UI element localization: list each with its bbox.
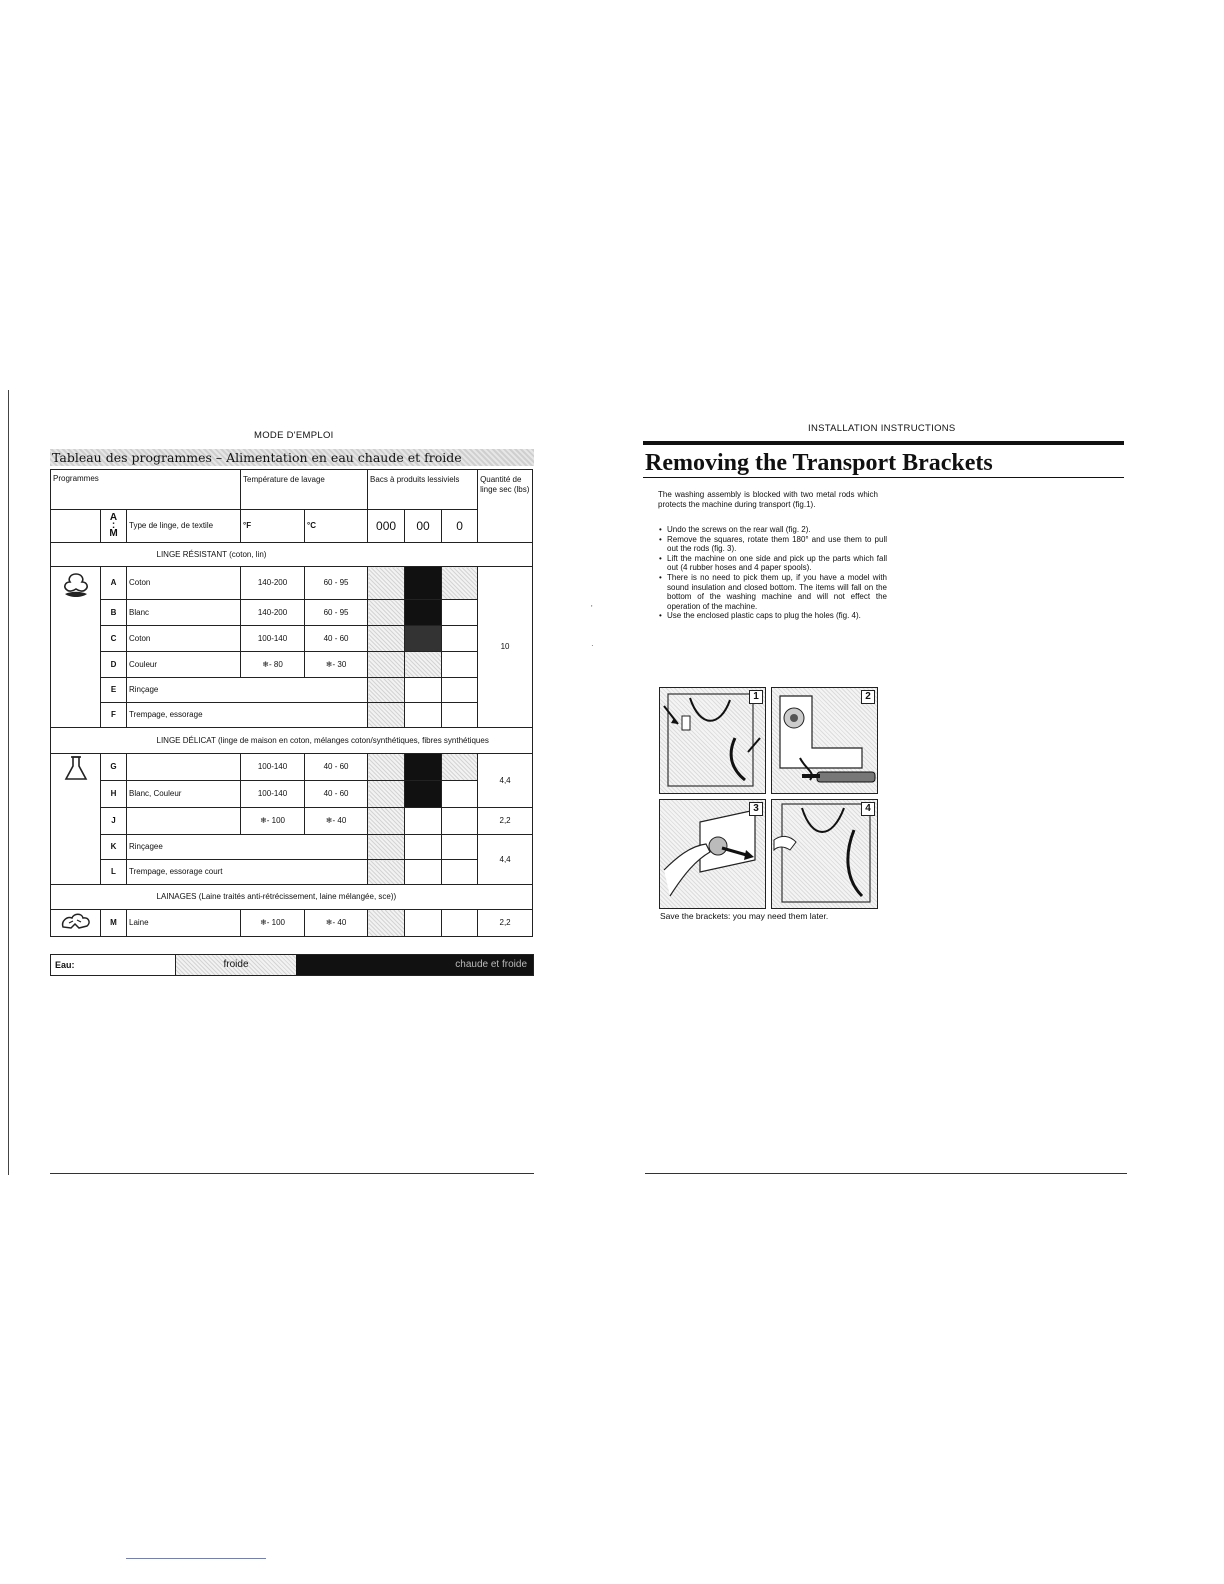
temp-c-h: 40 - 60 — [305, 781, 368, 808]
figure-number: 4 — [861, 802, 875, 816]
bac2-k — [405, 835, 442, 860]
temp-c-c: 40 - 60 — [305, 626, 368, 652]
bac3-k — [442, 835, 478, 860]
bac1-b — [368, 600, 405, 626]
scan-speck: ' — [591, 604, 593, 613]
right-page-header: INSTALLATION INSTRUCTIONS — [808, 423, 956, 434]
type-a: Coton — [127, 567, 241, 600]
bac2-e — [405, 678, 442, 703]
bac2-a — [405, 567, 442, 600]
figure-number: 1 — [749, 690, 763, 704]
bac1-j — [368, 808, 405, 835]
program-letter-d: D — [101, 652, 127, 678]
temp-c-g: 40 - 60 — [305, 754, 368, 781]
wool-icon — [51, 910, 101, 937]
type-g — [127, 754, 241, 781]
type-e: Rinçage — [127, 678, 368, 703]
bac1-c — [368, 626, 405, 652]
temp-f-a: 140-200 — [241, 567, 305, 600]
header-bac-2: 00 — [405, 510, 442, 543]
bac3-m — [442, 910, 478, 937]
left-bottom-rule — [50, 1173, 534, 1174]
header-temperature: Température de lavage — [241, 470, 368, 510]
right-bottom-rule — [645, 1173, 1127, 1174]
bac2-c — [405, 626, 442, 652]
temp-f-c: 100-140 — [241, 626, 305, 652]
quantity-j: 2,2 — [478, 808, 533, 835]
range-bottom: M — [109, 528, 118, 539]
temp-f-g: 100-140 — [241, 754, 305, 781]
temp-c-d: ❄- 30 — [305, 652, 368, 678]
figure-4 — [771, 799, 878, 909]
range-mid: : — [111, 520, 116, 531]
program-letter-k: K — [101, 835, 127, 860]
bac2-m — [405, 910, 442, 937]
program-letter-m: M — [101, 910, 127, 937]
bac1-g — [368, 754, 405, 781]
bac3-f — [442, 703, 478, 728]
program-letter-f: F — [101, 703, 127, 728]
temp-c-a: 60 - 95 — [305, 567, 368, 600]
bac1-a — [368, 567, 405, 600]
figure-1 — [659, 687, 766, 794]
program-letter-c: C — [101, 626, 127, 652]
bac2-j — [405, 808, 442, 835]
instruction-item: • Remove the squares, rotate them 180° and use them to pull out the rods (fig. 3). — [667, 535, 887, 554]
scan-speck: · — [591, 641, 594, 650]
header-type: Type de linge, de textile — [127, 510, 241, 543]
instruction-item: • Lift the machine on one side and pick up the parts which fall out (4 rubber hoses and 4 paper spools). — [667, 554, 887, 573]
bac3-l — [442, 860, 478, 885]
bac2-d — [405, 652, 442, 678]
bac1-m — [368, 910, 405, 937]
program-letter-j: J — [101, 808, 127, 835]
temp-f-d: ❄- 80 — [241, 652, 305, 678]
type-m: Laine — [127, 910, 241, 937]
bac3-a — [442, 567, 478, 600]
type-c: Coton — [127, 626, 241, 652]
type-b: Blanc — [127, 600, 241, 626]
quantity-resistant: 10 — [478, 567, 533, 728]
table-title: Tableau des programmes – Alimentation en eau chaude et froide — [50, 449, 534, 466]
temp-f-m: ❄- 100 — [241, 910, 305, 937]
program-letter-a: A — [101, 567, 127, 600]
quantity-gh: 4,4 — [478, 754, 533, 808]
cotton-icon — [51, 567, 101, 728]
left-page-header: MODE D'EMPLOI — [254, 430, 334, 441]
bac1-h — [368, 781, 405, 808]
quantity-kl: 4,4 — [478, 835, 533, 885]
page-title: Removing the Transport Brackets — [645, 450, 993, 476]
header-bac-3: 0 — [442, 510, 478, 543]
figure-caption: Save the brackets: you may need them later. — [660, 911, 829, 921]
bac3-b — [442, 600, 478, 626]
bac2-b — [405, 600, 442, 626]
bac3-j — [442, 808, 478, 835]
type-k: Rinçagee — [127, 835, 368, 860]
type-f: Trempage, essorage — [127, 703, 368, 728]
program-letter-b: B — [101, 600, 127, 626]
header-quantite: Quantité de linge sec (lbs) — [478, 470, 533, 543]
title-rule-top — [643, 441, 1124, 445]
figure-number: 3 — [749, 802, 763, 816]
header-blank — [51, 510, 101, 543]
header-programmes: Programmes — [51, 470, 241, 510]
water-legend — [50, 954, 534, 976]
bac1-l — [368, 860, 405, 885]
bac3-e — [442, 678, 478, 703]
bottom-link-line — [126, 1558, 266, 1559]
temp-c-m: ❄- 40 — [305, 910, 368, 937]
program-letter-l: L — [101, 860, 127, 885]
category-resistant: LINGE RÉSISTANT (coton, lin) — [101, 543, 533, 567]
temp-f-b: 140-200 — [241, 600, 305, 626]
header-bac-1: 000 — [368, 510, 405, 543]
figure-number: 2 — [861, 690, 875, 704]
left-margin-line — [8, 390, 9, 1175]
instruction-item: • There is no need to pick them up, if you have a model with sound insulation and closed bottom. The items will fall on the bottom of the washing machine and will not effect the operation of the machine. — [667, 573, 887, 611]
instruction-list — [658, 525, 887, 621]
program-letter-h: H — [101, 781, 127, 808]
header-range — [101, 510, 127, 543]
program-letter-g: G — [101, 754, 127, 781]
water-hot-cold: chaude et froide — [296, 955, 533, 975]
temp-f-j: ❄- 100 — [241, 808, 305, 835]
temp-c-j: ❄- 40 — [305, 808, 368, 835]
bac2-l — [405, 860, 442, 885]
header-bacs: Bacs à produits lessiviels — [368, 470, 478, 510]
bac1-k — [368, 835, 405, 860]
bac3-h — [442, 781, 478, 808]
quantity-m: 2,2 — [478, 910, 533, 937]
type-l: Trempage, essorage court — [127, 860, 368, 885]
bac2-g — [405, 754, 442, 781]
header-unit-c: °C — [305, 510, 368, 543]
category-lainages: LAINAGES (Laine traités anti-rétrécissement, laine mélangée, sce)) — [101, 885, 533, 910]
intro-paragraph: The washing assembly is blocked with two metal rods which protects the machine during transport (fig.1). — [658, 490, 878, 509]
water-cold: froide — [176, 955, 296, 975]
bac1-f — [368, 703, 405, 728]
header-unit-f: °F — [241, 510, 305, 543]
temp-f-h: 100-140 — [241, 781, 305, 808]
category-delicat: LINGE DÉLICAT (linge de maison en coton, mélanges coton/synthétiques, fibres synthétiques — [101, 728, 533, 754]
figure-3 — [659, 799, 766, 909]
title-rule-bottom — [643, 477, 1124, 478]
water-label: Eau: — [51, 955, 176, 975]
program-letter-e: E — [101, 678, 127, 703]
bac2-f — [405, 703, 442, 728]
instruction-item: • Use the enclosed plastic caps to plug the holes (fig. 4). — [667, 611, 887, 621]
flask-icon — [51, 754, 101, 885]
bac3-g — [442, 754, 478, 781]
instruction-item: • Undo the screws on the rear wall (fig. 2). — [667, 525, 887, 535]
bac3-c — [442, 626, 478, 652]
range-top: A — [109, 512, 118, 523]
temp-c-b: 60 - 95 — [305, 600, 368, 626]
program-table — [50, 469, 533, 937]
figure-2 — [771, 687, 878, 794]
bac2-h — [405, 781, 442, 808]
type-h: Blanc, Couleur — [127, 781, 241, 808]
bac3-d — [442, 652, 478, 678]
bac1-e — [368, 678, 405, 703]
bac1-d — [368, 652, 405, 678]
type-j — [127, 808, 241, 835]
type-d: Couleur — [127, 652, 241, 678]
